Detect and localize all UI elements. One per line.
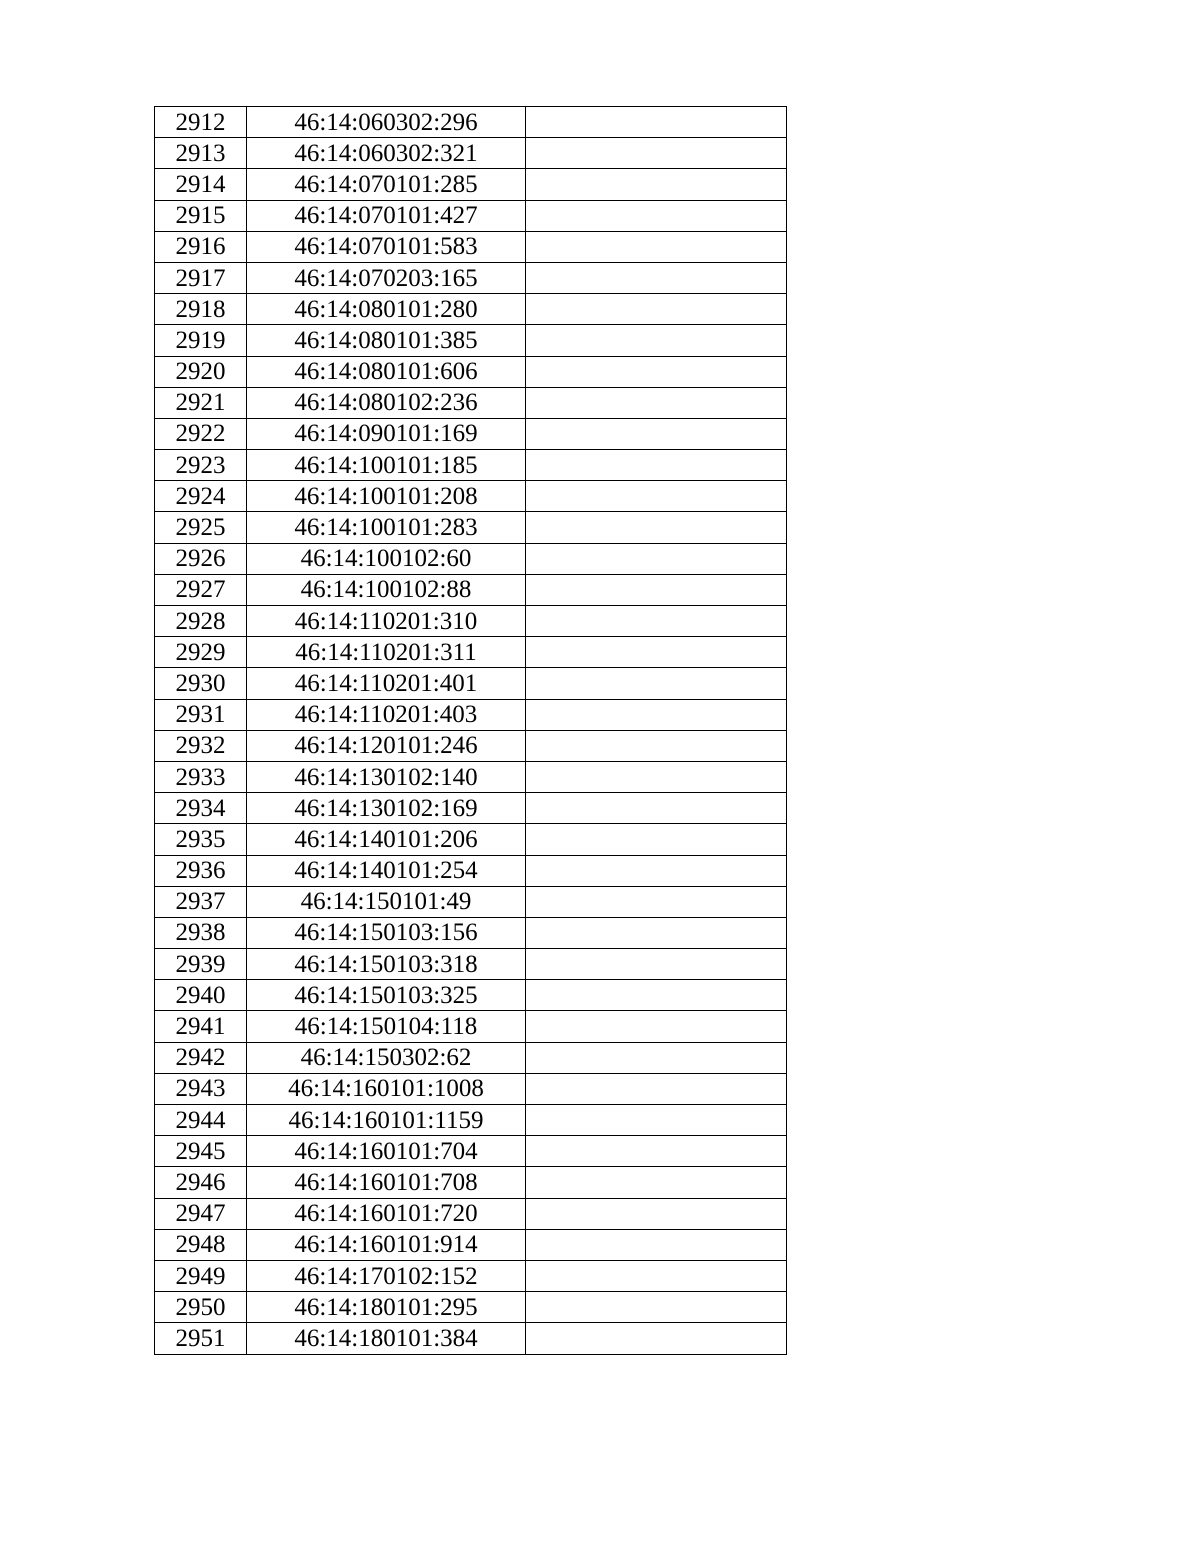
cadastral-number-cell: 46:14:180101:384 [247,1323,526,1354]
row-number-cell: 2948 [155,1229,247,1260]
row-number-cell: 2929 [155,637,247,668]
cadastral-number-cell: 46:14:160101:704 [247,1136,526,1167]
table-row [155,512,787,543]
table-row [155,730,787,761]
empty-cell [526,793,787,824]
cadastral-number-cell: 46:14:110201:403 [247,699,526,730]
empty-cell [526,1105,787,1136]
table-row [155,761,787,792]
empty-cell [526,917,787,948]
empty-cell [526,1011,787,1042]
table-row [155,1167,787,1198]
table-row [155,980,787,1011]
row-number-cell: 2913 [155,138,247,169]
row-number-cell: 2940 [155,980,247,1011]
cadastral-number-cell: 46:14:160101:1008 [247,1073,526,1104]
cadastral-number-cell: 46:14:100101:185 [247,450,526,481]
table-row [155,325,787,356]
cadastral-number-cell: 46:14:160101:720 [247,1198,526,1229]
row-number-cell: 2922 [155,418,247,449]
empty-cell [526,356,787,387]
empty-cell [526,699,787,730]
row-number-cell: 2931 [155,699,247,730]
row-number-cell: 2914 [155,169,247,200]
table-row [155,262,787,293]
empty-cell [526,450,787,481]
cadastral-number-cell: 46:14:150103:325 [247,980,526,1011]
cadastral-number-cell: 46:14:130102:140 [247,761,526,792]
cadastral-number-cell: 46:14:130102:169 [247,793,526,824]
empty-cell [526,980,787,1011]
cadastral-number-cell: 46:14:180101:295 [247,1292,526,1323]
table-row [155,1136,787,1167]
row-number-cell: 2919 [155,325,247,356]
empty-cell [526,1292,787,1323]
row-number-cell: 2915 [155,200,247,231]
row-number-cell: 2925 [155,512,247,543]
table-row [155,418,787,449]
table-row [155,1105,787,1136]
empty-cell [526,1073,787,1104]
table-row [155,855,787,886]
empty-cell [526,1260,787,1291]
table-row [155,699,787,730]
row-number-cell: 2936 [155,855,247,886]
empty-cell [526,543,787,574]
table-row [155,450,787,481]
cadastral-number-cell: 46:14:150302:62 [247,1042,526,1073]
table-row [155,574,787,605]
row-number-cell: 2945 [155,1136,247,1167]
cadastral-number-cell: 46:14:150101:49 [247,886,526,917]
table-body [155,107,787,1355]
cadastral-number-cell: 46:14:150103:156 [247,917,526,948]
empty-cell [526,1198,787,1229]
empty-cell [526,949,787,980]
row-number-cell: 2947 [155,1198,247,1229]
empty-cell [526,231,787,262]
table-row [155,1073,787,1104]
empty-cell [526,1136,787,1167]
empty-cell [526,1042,787,1073]
empty-cell [526,107,787,138]
cadastral-number-cell: 46:14:100102:88 [247,574,526,605]
cadastral-number-cell: 46:14:150103:318 [247,949,526,980]
row-number-cell: 2924 [155,481,247,512]
empty-cell [526,1167,787,1198]
row-number-cell: 2923 [155,450,247,481]
table-row [155,606,787,637]
empty-cell [526,824,787,855]
empty-cell [526,574,787,605]
cadastral-number-cell: 46:14:150104:118 [247,1011,526,1042]
empty-cell [526,855,787,886]
table-row [155,637,787,668]
empty-cell [526,262,787,293]
cadastral-number-cell: 46:14:100101:283 [247,512,526,543]
row-number-cell: 2943 [155,1073,247,1104]
empty-cell [526,512,787,543]
empty-cell [526,481,787,512]
row-number-cell: 2920 [155,356,247,387]
cadastral-number-cell: 46:14:070101:285 [247,169,526,200]
cadastral-number-cell: 46:14:060302:296 [247,107,526,138]
cadastral-number-cell: 46:14:080101:280 [247,294,526,325]
row-number-cell: 2949 [155,1260,247,1291]
cadastral-number-cell: 46:14:090101:169 [247,418,526,449]
row-number-cell: 2926 [155,543,247,574]
table-row [155,668,787,699]
row-number-cell: 2938 [155,917,247,948]
empty-cell [526,294,787,325]
cadastral-number-cell: 46:14:140101:254 [247,855,526,886]
table-row [155,1042,787,1073]
table-row [155,231,787,262]
empty-cell [526,325,787,356]
row-number-cell: 2939 [155,949,247,980]
table-row [155,200,787,231]
empty-cell [526,668,787,699]
table-row [155,356,787,387]
table-row [155,1011,787,1042]
table-row [155,917,787,948]
row-number-cell: 2951 [155,1323,247,1354]
empty-cell [526,730,787,761]
table-row [155,886,787,917]
cadastral-number-cell: 46:14:070101:427 [247,200,526,231]
row-number-cell: 2941 [155,1011,247,1042]
table-row [155,138,787,169]
cadastral-number-cell: 46:14:070101:583 [247,231,526,262]
row-number-cell: 2928 [155,606,247,637]
table-row [155,1292,787,1323]
empty-cell [526,637,787,668]
table-row [155,387,787,418]
empty-cell [526,1229,787,1260]
cadastral-number-cell: 46:14:080101:606 [247,356,526,387]
cadastral-number-cell: 46:14:170102:152 [247,1260,526,1291]
row-number-cell: 2934 [155,793,247,824]
cadastral-number-cell: 46:14:100101:208 [247,481,526,512]
table-row [155,1198,787,1229]
table-row [155,793,787,824]
row-number-cell: 2912 [155,107,247,138]
cadastral-number-cell: 46:14:060302:321 [247,138,526,169]
row-number-cell: 2942 [155,1042,247,1073]
table-row [155,1323,787,1354]
empty-cell [526,761,787,792]
empty-cell [526,886,787,917]
table-row [155,949,787,980]
cadastral-number-cell: 46:14:120101:246 [247,730,526,761]
table-row [155,1260,787,1291]
empty-cell [526,138,787,169]
row-number-cell: 2918 [155,294,247,325]
row-number-cell: 2917 [155,262,247,293]
cadastral-number-cell: 46:14:160101:1159 [247,1105,526,1136]
cadastral-number-cell: 46:14:140101:206 [247,824,526,855]
cadastral-number-cell: 46:14:080101:385 [247,325,526,356]
row-number-cell: 2946 [155,1167,247,1198]
table-row [155,543,787,574]
cadastral-number-cell: 46:14:110201:311 [247,637,526,668]
cadastral-number-cell: 46:14:160101:914 [247,1229,526,1260]
table-row [155,1229,787,1260]
cadastral-number-cell: 46:14:100102:60 [247,543,526,574]
table-row [155,294,787,325]
empty-cell [526,200,787,231]
row-number-cell: 2933 [155,761,247,792]
row-number-cell: 2950 [155,1292,247,1323]
empty-cell [526,1323,787,1354]
empty-cell [526,387,787,418]
cadastral-number-cell: 46:14:160101:708 [247,1167,526,1198]
row-number-cell: 2944 [155,1105,247,1136]
table-row [155,107,787,138]
row-number-cell: 2935 [155,824,247,855]
row-number-cell: 2932 [155,730,247,761]
table-row [155,169,787,200]
row-number-cell: 2930 [155,668,247,699]
row-number-cell: 2921 [155,387,247,418]
empty-cell [526,418,787,449]
cadastral-number-cell: 46:14:110201:310 [247,606,526,637]
table-row [155,824,787,855]
empty-cell [526,606,787,637]
row-number-cell: 2927 [155,574,247,605]
row-number-cell: 2916 [155,231,247,262]
table-row [155,481,787,512]
cadastral-number-cell: 46:14:070203:165 [247,262,526,293]
cadastral-number-cell: 46:14:080102:236 [247,387,526,418]
cadastral-number-cell: 46:14:110201:401 [247,668,526,699]
row-number-cell: 2937 [155,886,247,917]
empty-cell [526,169,787,200]
cadastral-table [154,106,787,1355]
